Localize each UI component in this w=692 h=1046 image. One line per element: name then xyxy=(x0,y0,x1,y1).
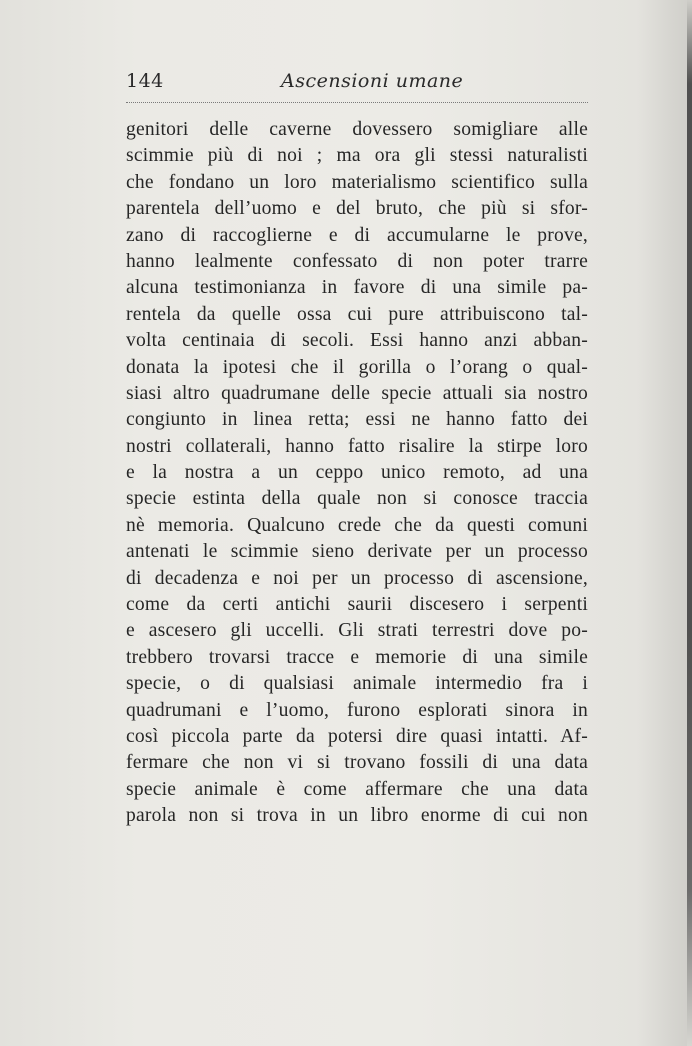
header-rule xyxy=(126,102,588,103)
text-line: come da certi antichi saurii discesero i serpenti xyxy=(126,594,588,616)
text-line: parentela dell’uomo e del bruto, che più si sfor- xyxy=(126,198,588,220)
binding-shadow xyxy=(687,0,692,1046)
text-line: nè memoria. Qualcuno crede che da questi comuni xyxy=(126,514,588,536)
text-line: trebbero trovarsi tracce e memorie di una simile xyxy=(126,646,588,668)
text-line: fermare che non vi si trovano fossili di una data xyxy=(126,752,588,774)
text-line: di decadenza e noi per un processo di ascensione, xyxy=(126,567,588,589)
text-line: specie estinta della quale non si conosce traccia xyxy=(126,488,588,510)
page-header xyxy=(126,70,586,100)
text-line: così piccola parte da potersi dire quasi intatti. Af- xyxy=(126,725,588,747)
text-line: e ascesero gli uccelli. Gli strati terrestri dove po- xyxy=(126,620,588,642)
text-line: zano di raccoglierne e di accumularne le prove, xyxy=(126,224,588,246)
text-line: antenati le scimmie sieno derivate per un processo xyxy=(126,541,588,563)
text-line: donata la ipotesi che il gorilla o l’orang o qual- xyxy=(126,356,588,378)
text-line: genitori delle caverne dovessero somigliare alle xyxy=(126,119,588,140)
body-text xyxy=(126,117,588,830)
text-line: rentela da quelle ossa cui pure attribuiscono tal- xyxy=(126,303,588,325)
text-line: quadrumani e l’uomo, furono esplorati sinora in xyxy=(126,699,588,721)
text-line: volta centinaia di secoli. Essi hanno anzi abban- xyxy=(126,330,588,352)
text-line: congiunto in linea retta; essi ne hanno fatto dei xyxy=(126,409,588,431)
text-line: siasi altro quadrumane delle specie attuali sia nostro xyxy=(126,382,588,404)
page-number: 144 xyxy=(126,70,164,92)
text-line: che fondano un loro materialismo scientifico sulla xyxy=(126,171,588,193)
text-line: e la nostra a un ceppo unico remoto, ad una xyxy=(126,462,588,484)
text-line: hanno lealmente confessato di non poter trarre xyxy=(126,250,588,272)
running-title: Ascensioni umane xyxy=(281,70,464,92)
text-line: specie, o di qualsiasi animale intermedio fra i xyxy=(126,673,588,695)
text-line: scimmie più di noi ; ma ora gli stessi naturalisti xyxy=(126,145,588,167)
text-line: parola non si trova in un libro enorme di cui non xyxy=(126,805,588,827)
text-line: nostri collaterali, hanno fatto risalire la stirpe loro xyxy=(126,435,588,457)
text-line: alcuna testimonianza in favore di una simile pa- xyxy=(126,277,588,299)
text-line: specie animale è come affermare che una data xyxy=(126,778,588,800)
